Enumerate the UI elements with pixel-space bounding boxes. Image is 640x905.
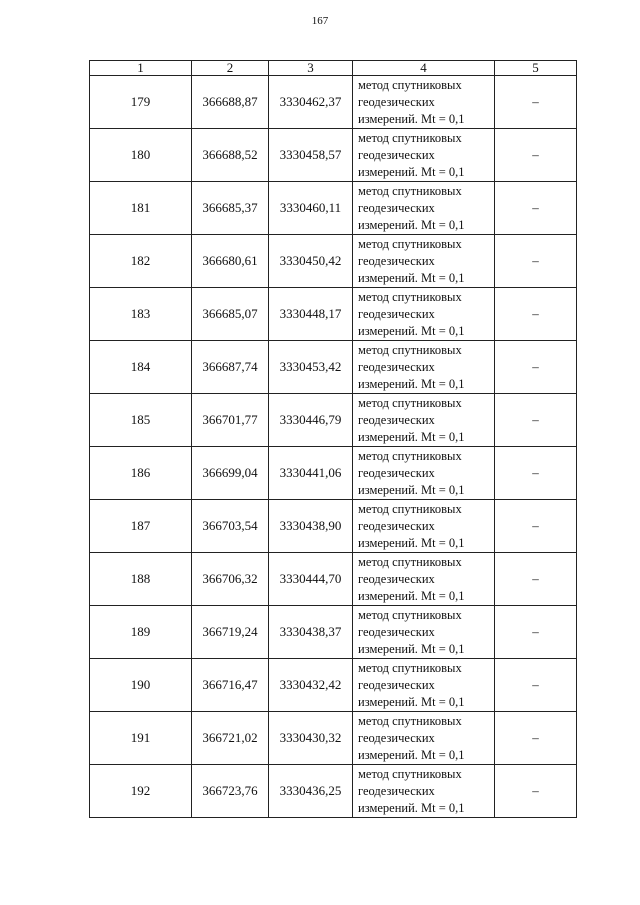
header-row [90,61,577,76]
note-cell: – [495,76,577,129]
table-row [90,341,577,394]
note-cell: – [495,447,577,500]
table-row [90,76,577,129]
method-cell: метод спутниковых геодезических измерений. Mt = 0,1 [353,76,495,129]
point-number-cell: 187 [90,500,192,553]
x-coordinate-cell: 366687,74 [192,341,269,394]
note-cell: – [495,129,577,182]
point-number-cell: 186 [90,447,192,500]
note-cell: – [495,712,577,765]
method-cell: метод спутниковых геодезических измерений. Mt = 0,1 [353,288,495,341]
x-coordinate-cell: 366721,02 [192,712,269,765]
method-cell: метод спутниковых геодезических измерений. Mt = 0,1 [353,659,495,712]
method-cell: метод спутниковых геодезических измерений. Mt = 0,1 [353,341,495,394]
x-coordinate-cell: 366688,52 [192,129,269,182]
y-coordinate-cell: 3330448,17 [269,288,353,341]
y-coordinate-cell: 3330436,25 [269,765,353,818]
x-coordinate-cell: 366680,61 [192,235,269,288]
x-coordinate-cell: 366719,24 [192,606,269,659]
method-cell: метод спутниковых геодезических измерений. Mt = 0,1 [353,606,495,659]
note-cell: – [495,553,577,606]
x-coordinate-cell: 366688,87 [192,76,269,129]
note-cell: – [495,288,577,341]
table-row [90,553,577,606]
point-number-cell: 180 [90,129,192,182]
y-coordinate-cell: 3330462,37 [269,76,353,129]
table-row [90,765,577,818]
note-cell: – [495,765,577,818]
point-number-cell: 192 [90,765,192,818]
point-number-cell: 188 [90,553,192,606]
page-number: 167 [311,15,329,27]
note-cell: – [495,341,577,394]
header-col-5: 5 [495,61,577,76]
table-row [90,500,577,553]
note-cell: – [495,659,577,712]
y-coordinate-cell: 3330446,79 [269,394,353,447]
x-coordinate-cell: 366699,04 [192,447,269,500]
note-cell: – [495,182,577,235]
header-col-1: 1 [90,61,192,76]
table-row [90,235,577,288]
y-coordinate-cell: 3330438,90 [269,500,353,553]
note-cell: – [495,606,577,659]
method-cell: метод спутниковых геодезических измерений. Mt = 0,1 [353,553,495,606]
point-number-cell: 191 [90,712,192,765]
y-coordinate-cell: 3330453,42 [269,341,353,394]
table-row [90,182,577,235]
x-coordinate-cell: 366723,76 [192,765,269,818]
method-cell: метод спутниковых геодезических измерений. Mt = 0,1 [353,394,495,447]
y-coordinate-cell: 3330450,42 [269,235,353,288]
y-coordinate-cell: 3330438,37 [269,606,353,659]
x-coordinate-cell: 366706,32 [192,553,269,606]
table-row [90,606,577,659]
table-row [90,288,577,341]
y-coordinate-cell: 3330458,57 [269,129,353,182]
point-number-cell: 190 [90,659,192,712]
point-number-cell: 179 [90,76,192,129]
method-cell: метод спутниковых геодезических измерений. Mt = 0,1 [353,447,495,500]
x-coordinate-cell: 366716,47 [192,659,269,712]
note-cell: – [495,394,577,447]
y-coordinate-cell: 3330444,70 [269,553,353,606]
method-cell: метод спутниковых геодезических измерений. Mt = 0,1 [353,235,495,288]
x-coordinate-cell: 366701,77 [192,394,269,447]
table-row [90,394,577,447]
x-coordinate-cell: 366703,54 [192,500,269,553]
note-cell: – [495,500,577,553]
y-coordinate-cell: 3330432,42 [269,659,353,712]
point-number-cell: 185 [90,394,192,447]
method-cell: метод спутниковых геодезических измерений. Mt = 0,1 [353,500,495,553]
header-col-4: 4 [353,61,495,76]
x-coordinate-cell: 366685,07 [192,288,269,341]
point-number-cell: 183 [90,288,192,341]
point-number-cell: 184 [90,341,192,394]
note-cell: – [495,235,577,288]
coordinates-table [89,60,577,818]
table-row [90,129,577,182]
method-cell: метод спутниковых геодезических измерений. Mt = 0,1 [353,765,495,818]
method-cell: метод спутниковых геодезических измерений. Mt = 0,1 [353,129,495,182]
table-row [90,447,577,500]
method-cell: метод спутниковых геодезических измерений. Mt = 0,1 [353,712,495,765]
point-number-cell: 182 [90,235,192,288]
x-coordinate-cell: 366685,37 [192,182,269,235]
table-row [90,712,577,765]
header-col-3: 3 [269,61,353,76]
point-number-cell: 181 [90,182,192,235]
y-coordinate-cell: 3330460,11 [269,182,353,235]
header-col-2: 2 [192,61,269,76]
y-coordinate-cell: 3330430,32 [269,712,353,765]
method-cell: метод спутниковых геодезических измерений. Mt = 0,1 [353,182,495,235]
y-coordinate-cell: 3330441,06 [269,447,353,500]
point-number-cell: 189 [90,606,192,659]
table-row [90,659,577,712]
